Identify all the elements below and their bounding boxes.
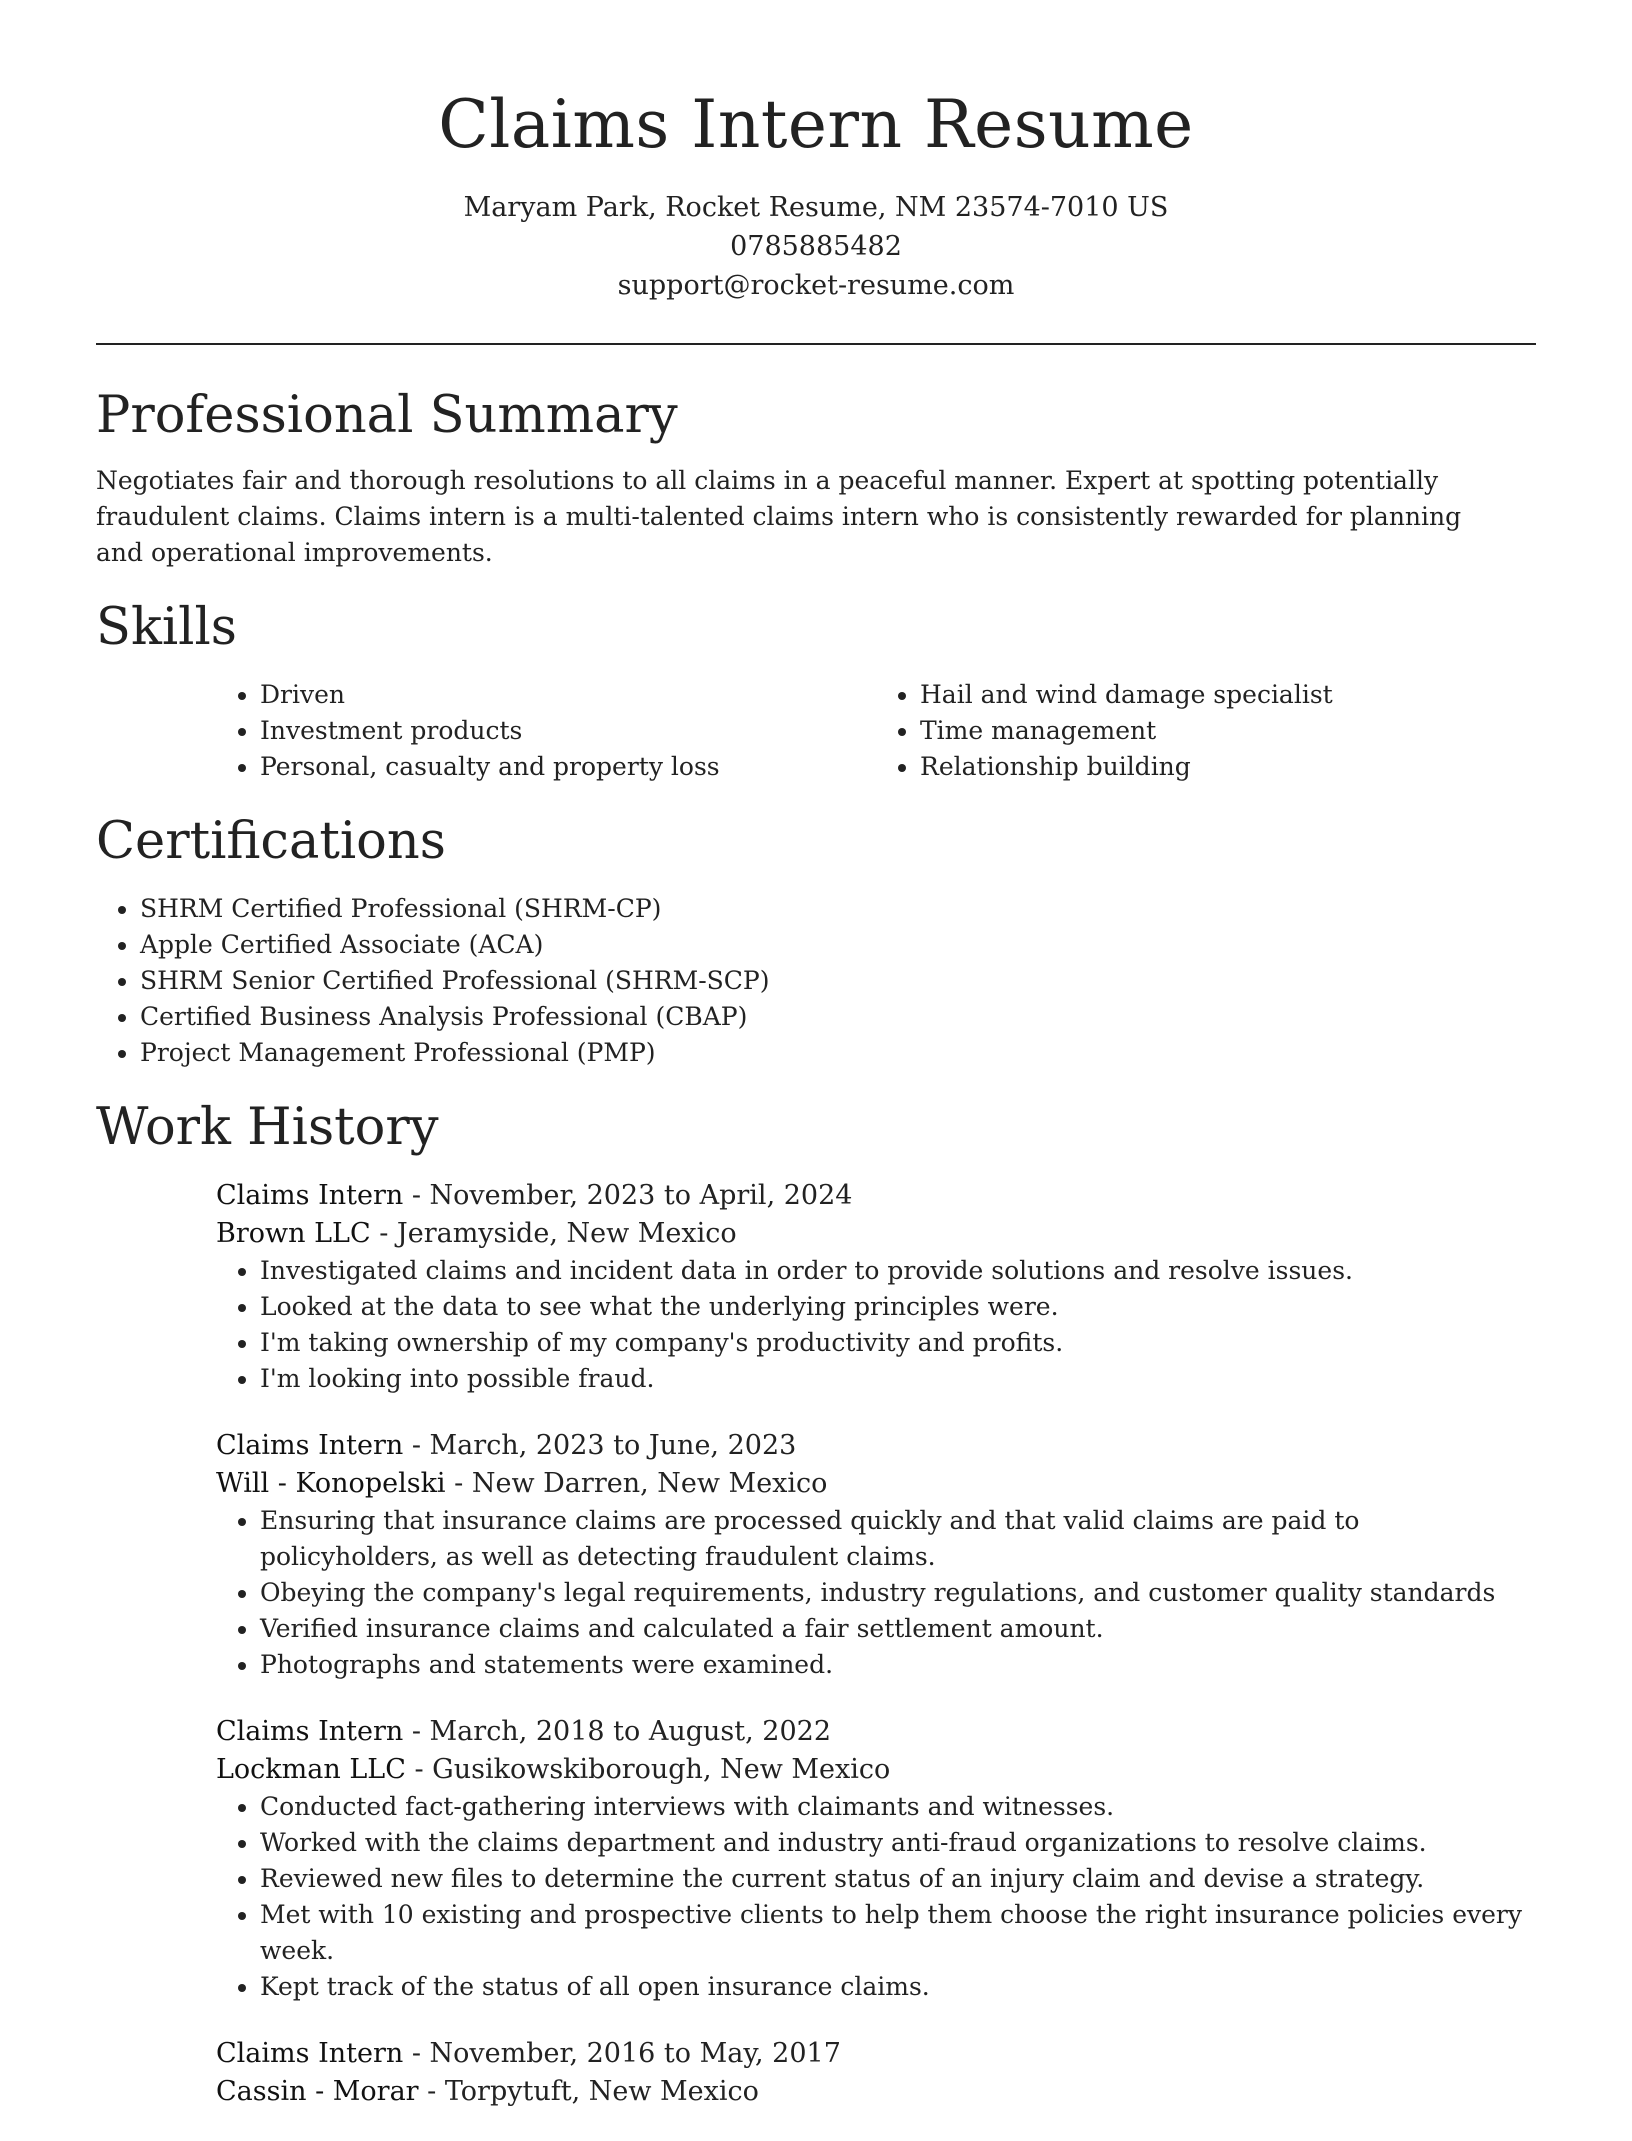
job-location: - Torpytuft, New Mexico bbox=[418, 2076, 759, 2107]
job-bullet: • Photographs and statements were examined. bbox=[260, 1647, 1536, 1683]
job-title-line bbox=[216, 1427, 1536, 1465]
job-title: Claims Intern bbox=[216, 1716, 404, 1747]
job-location: - Jeramyside, New Mexico bbox=[370, 1218, 737, 1249]
job-bullets bbox=[216, 1503, 1536, 1683]
job-title: Claims Intern bbox=[216, 1430, 404, 1461]
job-dates: - March, 2023 to June, 2023 bbox=[403, 1430, 797, 1461]
skill-item: • Investment products bbox=[260, 713, 876, 749]
job-bullet: • Investigated claims and incident data in order to provide solutions and resolve issues. bbox=[260, 1253, 1536, 1289]
job-bullet: • I'm taking ownership of my company's productivity and profits. bbox=[260, 1325, 1536, 1361]
job-bullet: • Looked at the data to see what the underlying principles were. bbox=[260, 1289, 1536, 1325]
skills-list-left bbox=[216, 677, 876, 785]
job-dates: - November, 2016 to May, 2017 bbox=[403, 2038, 841, 2069]
skills-list-right bbox=[876, 677, 1536, 785]
skill-item: • Driven bbox=[260, 677, 876, 713]
summary-heading: Professional Summary bbox=[96, 386, 678, 445]
certification-item: • Apple Certified Associate (ACA) bbox=[140, 927, 1536, 963]
job-bullets bbox=[216, 1253, 1536, 1397]
job-bullet: • Obeying the company's legal requirements, industry regulations, and customer quality standards bbox=[260, 1575, 1536, 1611]
contact-email: support@rocket-resume.com bbox=[617, 270, 1015, 301]
job-location: - Gusikowskiborough, New Mexico bbox=[405, 1754, 891, 1785]
skills-grid bbox=[216, 677, 1536, 785]
job-company: Cassin - Morar bbox=[216, 2076, 419, 2107]
job-bullet: • Conducted fact-gathering interviews with claimants and witnesses. bbox=[260, 1789, 1536, 1825]
resume-page bbox=[96, 0, 1536, 2141]
job-bullet: • Reviewed new files to determine the current status of an injury claim and devise a strategy. bbox=[260, 1861, 1536, 1897]
job-company-line bbox=[216, 1751, 1536, 1789]
skill-item: • Time management bbox=[920, 713, 1536, 749]
job-entry bbox=[216, 1427, 1536, 1683]
skill-item: • Relationship building bbox=[920, 749, 1536, 785]
job-bullet: • Kept track of the status of all open insurance claims. bbox=[260, 1969, 1536, 2005]
header-divider bbox=[96, 343, 1536, 345]
contact-phone: 0785885482 bbox=[730, 231, 902, 262]
summary-section bbox=[96, 383, 1536, 571]
certification-item: • Project Management Professional (PMP) bbox=[140, 1035, 1536, 1071]
job-title-line bbox=[216, 1177, 1536, 1215]
job-bullet: • Ensuring that insurance claims are processed quickly and that valid claims are paid to policyholders, as well as detecting fraudulent claims. bbox=[260, 1503, 1536, 1575]
job-entry bbox=[216, 2035, 1536, 2111]
job-company-line bbox=[216, 2073, 1536, 2111]
job-entry bbox=[216, 1713, 1536, 2005]
job-entry bbox=[216, 1177, 1536, 1397]
job-title-line bbox=[216, 2035, 1536, 2073]
job-company-line bbox=[216, 1465, 1536, 1503]
job-bullet: • I'm looking into possible fraud. bbox=[260, 1361, 1536, 1397]
certifications-section bbox=[96, 809, 1536, 1071]
certifications-list bbox=[96, 891, 1536, 1071]
job-dates: - March, 2018 to August, 2022 bbox=[403, 1716, 831, 1747]
certification-item: • SHRM Certified Professional (SHRM-CP) bbox=[140, 891, 1536, 927]
job-bullet: • Met with 10 existing and prospective clients to help them choose the right insurance policies every week. bbox=[260, 1897, 1536, 1969]
job-bullets bbox=[216, 1789, 1536, 2005]
job-title-line bbox=[216, 1713, 1536, 1751]
job-company: Brown LLC bbox=[216, 1218, 371, 1249]
certification-item: • Certified Business Analysis Professional (CBAP) bbox=[140, 999, 1536, 1035]
job-company: Will - Konopelski bbox=[216, 1468, 446, 1499]
skill-item: • Personal, casualty and property loss bbox=[260, 749, 876, 785]
summary-text: Negotiates fair and thorough resolutions to all claims in a peaceful manner. Expert at spotting potentially fraudulent claims. Claims intern is a multi-talented claims intern who is consistently rewarded for planning and operational improvements. bbox=[96, 466, 1462, 567]
jobs-list bbox=[216, 1177, 1536, 2111]
job-company: Lockman LLC bbox=[216, 1754, 406, 1785]
job-bullet: • Worked with the claims department and industry anti-fraud organizations to resolve claims. bbox=[260, 1825, 1536, 1861]
job-title: Claims Intern bbox=[216, 2038, 404, 2069]
skills-section bbox=[96, 595, 1536, 785]
job-bullet: • Verified insurance claims and calculated a fair settlement amount. bbox=[260, 1611, 1536, 1647]
skills-heading: Skills bbox=[96, 598, 237, 657]
skill-item: • Hail and wind damage specialist bbox=[920, 677, 1536, 713]
job-company-line bbox=[216, 1215, 1536, 1253]
contact-address: Maryam Park, Rocket Resume, NM 23574-7010 US bbox=[463, 192, 1169, 223]
resume-header bbox=[96, 0, 1536, 305]
certification-item: • SHRM Senior Certified Professional (SHRM-SCP) bbox=[140, 963, 1536, 999]
job-title: Claims Intern bbox=[216, 1180, 404, 1211]
job-dates: - November, 2023 to April, 2024 bbox=[403, 1180, 853, 1211]
resume-title: Claims Intern Resume bbox=[438, 86, 1194, 163]
certifications-heading: Certifications bbox=[96, 812, 446, 871]
work-history-section bbox=[96, 1095, 1536, 2111]
work-history-heading: Work History bbox=[96, 1098, 439, 1157]
contact-block bbox=[96, 188, 1536, 305]
job-location: - New Darren, New Mexico bbox=[445, 1468, 828, 1499]
